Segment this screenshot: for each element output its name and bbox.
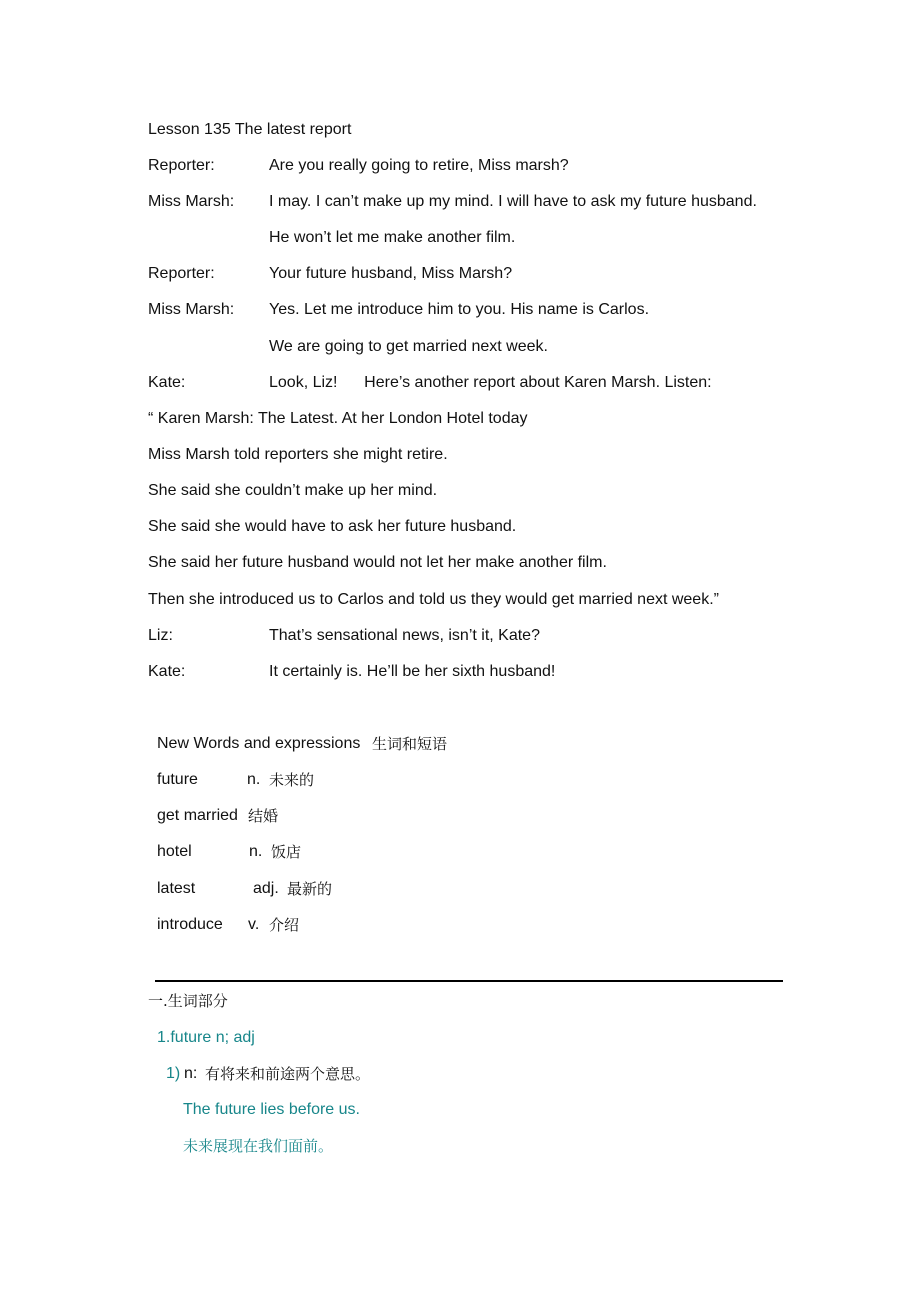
vocab-word: latest xyxy=(157,880,196,897)
vocab-meaning: 饭店 xyxy=(271,843,302,861)
sub-pos: n: xyxy=(184,1065,198,1082)
dialogue-line: Look, Liz! Here’s another report about Karen Marsh. Listen: xyxy=(269,374,712,391)
vocab-word: get married xyxy=(157,807,238,824)
dialogue-line: It certainly is. He’ll be her sixth husband! xyxy=(269,663,556,680)
dialogue-line: That’s sensational news, isn’t it, Kate? xyxy=(269,627,540,644)
dialogue-line: Are you really going to retire, Miss marsh? xyxy=(269,157,569,174)
report-line: Then she introduced us to Carlos and told us they would get married next week.” xyxy=(148,591,719,608)
section-title: 一.生词部分 xyxy=(148,992,228,1010)
lesson-title: Lesson 135 The latest report xyxy=(148,121,352,138)
speaker-label: Miss Marsh: xyxy=(148,301,235,318)
sub-description: 有将来和前途两个意思。 xyxy=(205,1065,371,1083)
vocab-meaning: 结婚 xyxy=(248,807,279,825)
vocab-pos: v. xyxy=(248,916,260,933)
report-line: Miss Marsh told reporters she might retire. xyxy=(148,446,448,463)
speaker-label: Miss Marsh: xyxy=(148,193,235,210)
dialogue-line: I may. I can’t make up my mind. I will have to ask my future husband. xyxy=(269,193,757,210)
speaker-label: Kate: xyxy=(148,374,186,391)
vocab-heading: New Words and expressions xyxy=(157,735,361,752)
report-line: She said her future husband would not let her make another film. xyxy=(148,554,607,571)
vocab-meaning: 未来的 xyxy=(269,771,315,789)
dialogue-line: Your future husband, Miss Marsh? xyxy=(269,265,513,282)
report-line: She said she would have to ask her future husband. xyxy=(148,518,517,535)
vocab-pos: n. xyxy=(249,843,263,860)
dialogue-line: Yes. Let me introduce him to you. His name is Carlos. xyxy=(269,301,650,318)
vocab-word: future xyxy=(157,771,198,788)
speaker-label: Reporter: xyxy=(148,265,215,282)
dialogue-line: We are going to get married next week. xyxy=(269,338,548,355)
dialogue-line: He won’t let me make another film. xyxy=(269,229,516,246)
vocab-word: introduce xyxy=(157,916,223,933)
example-english: The future lies before us. xyxy=(183,1101,360,1118)
vocab-heading-cn: 生词和短语 xyxy=(372,735,448,753)
report-line: “ Karen Marsh: The Latest. At her London Hotel today xyxy=(148,410,528,427)
section-divider xyxy=(155,980,783,982)
vocab-meaning: 介绍 xyxy=(269,916,300,934)
speaker-label: Liz: xyxy=(148,627,173,644)
vocab-pos: n. xyxy=(247,771,261,788)
speaker-label: Kate: xyxy=(148,663,186,680)
speaker-label: Reporter: xyxy=(148,157,215,174)
sub-label: 1) xyxy=(166,1065,181,1082)
vocab-word: hotel xyxy=(157,843,192,860)
vocab-pos: adj. xyxy=(253,880,279,897)
vocab-meaning: 最新的 xyxy=(287,880,333,898)
report-line: She said she couldn’t make up her mind. xyxy=(148,482,438,499)
example-chinese: 未来展现在我们面前。 xyxy=(183,1137,334,1155)
item-title: 1.future n; adj xyxy=(157,1029,255,1046)
